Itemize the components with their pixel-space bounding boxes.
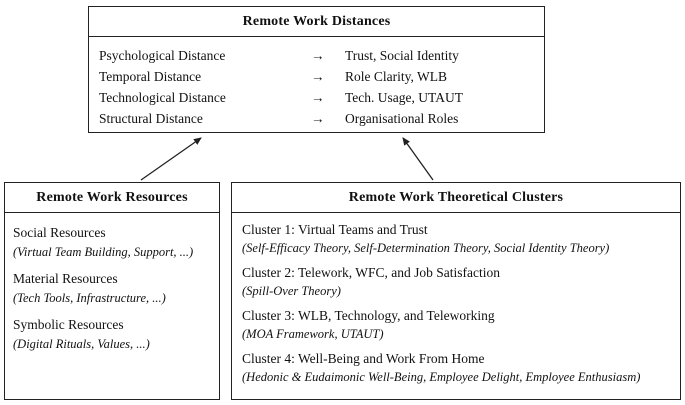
distance-label: Psychological Distance bbox=[99, 48, 226, 63]
resource-detail: (Tech Tools, Infrastructure, ...) bbox=[13, 291, 166, 305]
cluster-theories: (Hedonic & Eudaimonic Well-Being, Employee Delight, Employee Enthusiasm) bbox=[242, 370, 641, 384]
distance-label: Structural Distance bbox=[99, 111, 203, 126]
distance-outcomes: Trust, Social Identity bbox=[345, 48, 459, 63]
resource-item bbox=[13, 223, 211, 262]
resource-label: Symbolic Resources bbox=[13, 317, 124, 332]
distance-outcomes: Role Clarity, WLB bbox=[345, 69, 447, 84]
cluster-item bbox=[242, 306, 670, 344]
resource-detail: (Virtual Team Building, Support, ...) bbox=[13, 245, 194, 259]
resources-list bbox=[5, 213, 219, 354]
distances-box-title: Remote Work Distances bbox=[89, 7, 544, 37]
distance-row bbox=[99, 108, 534, 129]
resource-item bbox=[13, 269, 211, 308]
cluster-theories: (Self-Efficacy Theory, Self-Determination Theory, Social Identity Theory) bbox=[242, 241, 610, 255]
clusters-box-title: Remote Work Theoretical Clusters bbox=[232, 183, 680, 213]
distance-outcomes: Tech. Usage, UTAUT bbox=[345, 90, 463, 105]
resources-box-title: Remote Work Resources bbox=[5, 183, 219, 213]
distance-row bbox=[99, 45, 534, 66]
distance-label: Temporal Distance bbox=[99, 69, 202, 84]
distances-box bbox=[88, 6, 545, 133]
arrow-resources-to-distances bbox=[141, 138, 201, 180]
clusters-box bbox=[231, 182, 681, 400]
distance-row bbox=[99, 87, 534, 108]
resources-box bbox=[4, 182, 220, 400]
resource-label: Social Resources bbox=[13, 225, 106, 240]
cluster-item bbox=[242, 263, 670, 301]
right-arrow-glyph: → bbox=[311, 90, 325, 105]
cluster-label: Cluster 2: Telework, WFC, and Job Satisfaction bbox=[242, 265, 501, 280]
cluster-label: Cluster 1: Virtual Teams and Trust bbox=[242, 222, 428, 237]
cluster-label: Cluster 3: WLB, Technology, and Teleworking bbox=[242, 308, 495, 323]
cluster-theories: (Spill-Over Theory) bbox=[242, 284, 341, 298]
clusters-list bbox=[232, 213, 680, 387]
cluster-item bbox=[242, 220, 670, 258]
arrow-clusters-to-distances bbox=[403, 138, 433, 180]
resource-detail: (Digital Rituals, Values, ...) bbox=[13, 337, 150, 351]
cluster-label: Cluster 4: Well-Being and Work From Home bbox=[242, 351, 485, 366]
cluster-theories: (MOA Framework, UTAUT) bbox=[242, 327, 384, 341]
distance-outcomes: Organisational Roles bbox=[345, 111, 459, 126]
resource-item bbox=[13, 315, 211, 354]
cluster-item bbox=[242, 349, 670, 387]
distance-label: Technological Distance bbox=[99, 90, 226, 105]
distance-row bbox=[99, 66, 534, 87]
right-arrow-glyph: → bbox=[311, 111, 325, 126]
distances-rows bbox=[89, 37, 544, 129]
right-arrow-glyph: → bbox=[311, 48, 325, 63]
resource-label: Material Resources bbox=[13, 271, 118, 286]
right-arrow-glyph: → bbox=[311, 69, 325, 84]
